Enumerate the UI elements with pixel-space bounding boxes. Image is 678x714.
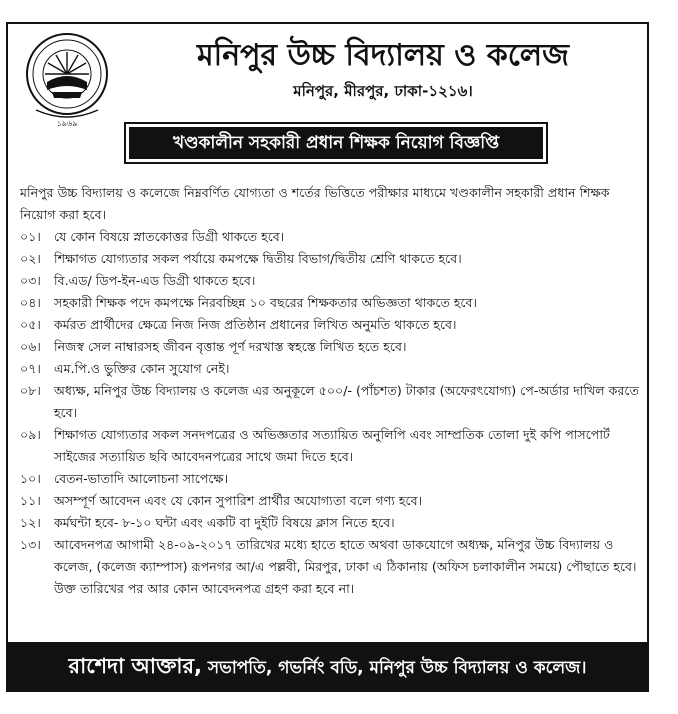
item-text: শিক্ষাগত যোগ্যতার সকল সনদপত্রের ও অভিজ্ঞতার সত্যায়িত অনুলিপি এবং সাম্প্রতিক তোলা দুই কপি পাসপোর্ট সাইজের সত্যায়িত ছবি আবেদনপত্রের সাথে জমা দিতে হবে। xyxy=(54,427,610,464)
notice-frame xyxy=(6,22,649,692)
notice-body xyxy=(20,182,640,600)
item-text: বেতন-ভাতাদি আলোচনা সাপেক্ষে। xyxy=(54,471,229,486)
list-item xyxy=(20,380,640,424)
signatory-designation: সভাপতি, গভর্নিং বডি, মনিপুর উচ্চ বিদ্যালয় ও কলেজ। xyxy=(202,658,587,678)
list-item xyxy=(20,512,640,534)
list-item xyxy=(20,226,640,248)
org-address: মনিপুর, মীরপুর, ঢাকা-১২১৬। xyxy=(293,82,473,100)
item-number: ০৫। xyxy=(20,317,41,332)
list-item xyxy=(20,248,640,270)
item-number: ০৭। xyxy=(20,361,41,376)
item-text: অধ্যক্ষ, মনিপুর উচ্চ বিদ্যালয় ও কলেজ এর অনুকূলে ৫০০/- (পাঁচশত) টাকার (অফেরৎযোগ্য) পে-অর্ডার দাখিল করতে হবে। xyxy=(54,383,639,420)
org-title: মনিপুর উচ্চ বিদ্যালয় ও কলেজ xyxy=(196,38,569,73)
item-text: কর্মরত প্রার্থীদের ক্ষেত্রে নিজ নিজ প্রতিষ্ঠান প্রধানের লিখিত অনুমতি থাকতে হবে। xyxy=(54,317,457,332)
list-item xyxy=(20,490,640,512)
item-number: ০৯। xyxy=(20,427,41,442)
item-text: শিক্ষাগত যোগ্যতার সকল পর্যায়ে কমপক্ষে দ্বিতীয় বিভাগ/দ্বিতীয় শ্রেণি থাকতে হবে। xyxy=(54,251,462,266)
list-item xyxy=(20,358,640,380)
notice-title: খণ্ডকালীন সহকারী প্রধান শিক্ষক নিয়োগ বিজ্ঞপ্তি xyxy=(126,124,546,162)
item-text: কর্মঘন্টা হবে- ৮-১০ ঘন্টা এবং একটি বা দুইটি বিষয়ে ক্লাস নিতে হবে। xyxy=(54,515,395,530)
item-number: ০৩। xyxy=(20,273,41,288)
intro-paragraph: মনিপুর উচ্চ বিদ্যালয় ও কলেজে নিম্নবর্ণিত যোগ্যতা ও শর্তের ভিত্তিতে পরীক্ষার মাধ্যমে খণ্ডকালীন সহকারী প্রধান শিক্ষক নিয়োগ করা হবে। xyxy=(20,185,610,222)
item-text: এম.পি.ও ভুক্তির কোন সুযোগ নেই। xyxy=(54,361,230,376)
item-number: ০৮। xyxy=(20,383,41,398)
list-item xyxy=(20,292,640,314)
list-item xyxy=(20,424,640,468)
item-text: বি.এড/ ডিপ-ইন-এড ডিগ্রী থাকতে হবে। xyxy=(54,273,256,288)
signatory-name: রাশেদা আক্তার, xyxy=(68,654,202,678)
item-number: ০৬। xyxy=(20,339,41,354)
item-text: আবেদনপত্র আগামী ২৪-০৯-২০১৭ তারিখের মধ্যে হাতে হাতে অথবা ডাকযোগে অধ্যক্ষ, মনিপুর উচ্চ বিদ্যালয় ও কলেজ, (কলেজ ক্যাম্পাস) রূপনগর আ/এ পল্লবী, মিরপুর, ঢাকা এ ঠিকানায় (অফিস চলাকালীন সময়ে) পৌছাতে হবে। উক্ত তারিখের পর আর কোন আবেদনপত্র গ্রহণ করা হবে না। xyxy=(54,537,637,596)
requirements-list xyxy=(20,226,640,600)
item-number: ০১। xyxy=(20,229,41,244)
item-text: নিজস্ব সেল নাম্বারসহ জীবন বৃত্তান্ত পূর্ণ দরখাস্ত স্বহস্তে লিখিত হতে হবে। xyxy=(54,339,407,354)
school-crest-icon xyxy=(22,32,112,128)
list-item xyxy=(20,336,640,358)
item-text: যে কোন বিষয়ে স্নাতকোত্তর ডিগ্রী থাকতে হবে। xyxy=(54,229,285,244)
logo-year: ১৯৬৯ xyxy=(56,119,78,128)
item-number: ১৩। xyxy=(20,537,41,552)
item-text: অসম্পূর্ণ আবেদন এবং যে কোন সুপারিশ প্রার্থীর অযোগ্যতা বলে গণ্য হবে। xyxy=(54,493,423,508)
item-number: ১১। xyxy=(20,493,41,508)
list-item xyxy=(20,534,640,600)
item-number: ১২। xyxy=(20,515,41,530)
list-item xyxy=(20,468,640,490)
list-item xyxy=(20,314,640,336)
list-item xyxy=(20,270,640,292)
item-text: সহকারী শিক্ষক পদে কমপক্ষে নিরবচ্ছিন্ন ১০ বছরের শিক্ষকতার অভিজ্ঞতা থাকতে হবে। xyxy=(54,295,478,310)
item-number: ০২। xyxy=(20,251,41,266)
item-number: ১০। xyxy=(20,471,41,486)
signature-bar xyxy=(8,642,647,690)
item-number: ০৪। xyxy=(20,295,41,310)
